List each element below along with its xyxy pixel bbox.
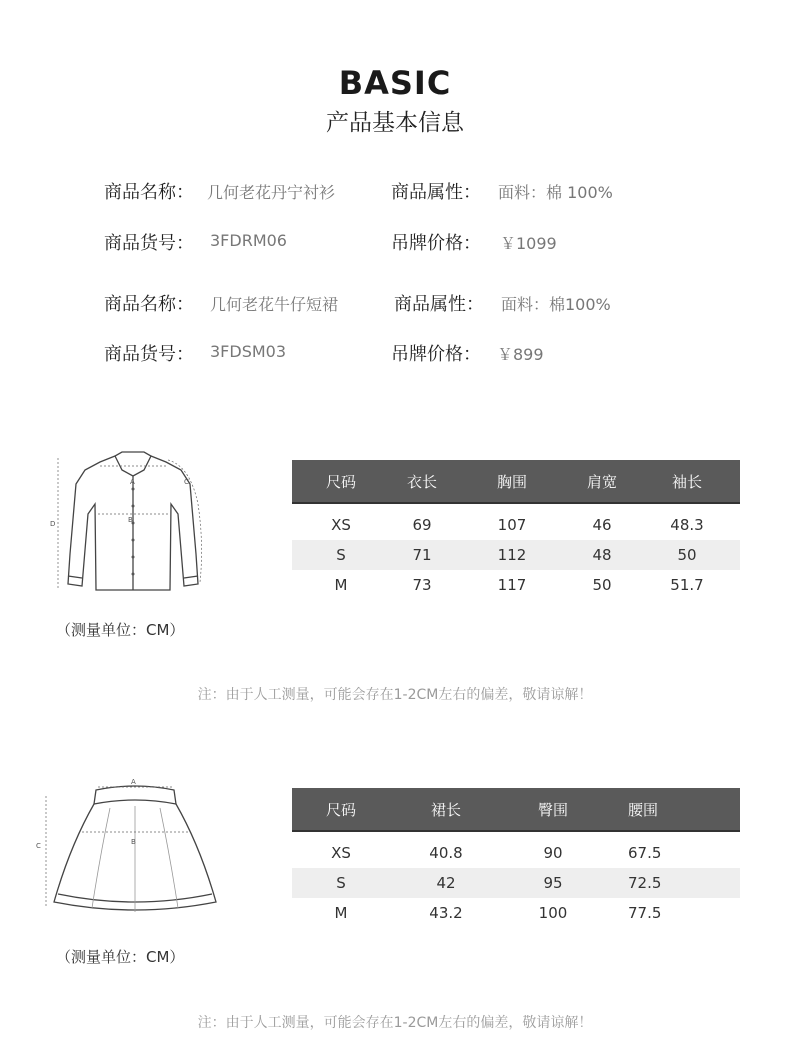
shirt-header-shoulder: 肩宽 bbox=[570, 460, 634, 503]
table-cell: 50 bbox=[634, 540, 740, 570]
shirt-measurement-note: 注：由于人工测量，可能会存在1-2CM左右的偏差，敬请谅解！ bbox=[197, 687, 593, 703]
product-1-sku-label: 商品货号： bbox=[104, 233, 194, 254]
table-cell: 46 bbox=[592, 516, 612, 534]
product-2-name-value: 几何老花牛仔短裙 bbox=[210, 295, 339, 314]
skirt-label-c: C bbox=[36, 842, 41, 850]
table-cell: XS bbox=[331, 844, 351, 862]
table-cell: 77.5 bbox=[628, 904, 662, 922]
table-cell: 71 bbox=[390, 540, 454, 570]
shirt-header-sleeve: 袖长 bbox=[634, 460, 740, 503]
table-cell: 72.5 bbox=[604, 868, 740, 898]
skirt-table-header bbox=[292, 788, 740, 831]
table-cell: 48 bbox=[570, 540, 634, 570]
shirt-header-chest: 胸围 bbox=[454, 460, 570, 503]
skirt-size-table bbox=[292, 788, 740, 928]
table-cell: M bbox=[334, 576, 348, 594]
skirt-label-a: A bbox=[131, 778, 136, 786]
table-cell: 67.5 bbox=[628, 844, 662, 862]
shirt-header-size: 尺码 bbox=[292, 460, 390, 503]
shirt-size-table bbox=[292, 460, 740, 600]
table-cell: 73 bbox=[412, 576, 432, 594]
product-2-name-label: 商品名称： bbox=[104, 294, 194, 315]
table-cell: S bbox=[292, 540, 390, 570]
table-cell: 100 bbox=[538, 904, 568, 922]
table-cell: M bbox=[334, 904, 348, 922]
product-2-sku-value: 3FDSM03 bbox=[210, 342, 287, 361]
table-cell: 42 bbox=[390, 868, 502, 898]
table-cell: 43.2 bbox=[429, 904, 463, 922]
skirt-unit-label: （测量单位：CM） bbox=[56, 948, 185, 966]
shirt-unit-label: （测量单位：CM） bbox=[56, 621, 185, 639]
skirt-header-hip: 臀围 bbox=[502, 788, 604, 831]
table-row bbox=[292, 570, 740, 600]
skirt-outline bbox=[54, 786, 216, 912]
table-cell: 107 bbox=[497, 516, 527, 534]
shirt-header-length: 衣长 bbox=[390, 460, 454, 503]
shirt-label-c: C bbox=[184, 478, 189, 486]
shirt-outline bbox=[68, 452, 198, 590]
shirt-label-d: D bbox=[50, 520, 56, 528]
product-1-sku-value: 3FDRM06 bbox=[210, 231, 287, 250]
table-cell: 51.7 bbox=[670, 576, 704, 594]
skirt-dimension-lines bbox=[46, 787, 188, 908]
product-1-price-label: 吊牌价格： bbox=[391, 233, 481, 254]
product-2-attr-value: 面料：棉100% bbox=[501, 295, 611, 314]
skirt-label-b: B bbox=[131, 838, 136, 846]
skirt-measurement-diagram bbox=[30, 776, 220, 922]
product-2-price-value: ￥899 bbox=[497, 345, 544, 364]
table-cell: 48.3 bbox=[670, 516, 704, 534]
table-row bbox=[292, 540, 740, 570]
product-1-attr-label: 商品属性： bbox=[391, 182, 481, 203]
shirt-measurement-diagram bbox=[40, 444, 210, 594]
table-cell: 40.8 bbox=[429, 844, 463, 862]
product-2-price-label: 吊牌价格： bbox=[391, 344, 481, 365]
table-cell: 117 bbox=[497, 576, 527, 594]
shirt-label-b: B bbox=[128, 516, 133, 524]
table-cell: S bbox=[292, 868, 390, 898]
table-cell: XS bbox=[331, 516, 351, 534]
table-cell: 112 bbox=[454, 540, 570, 570]
shirt-label-a: A bbox=[130, 478, 135, 486]
table-row bbox=[292, 510, 740, 540]
product-1-attr-value: 面料：棉 100% bbox=[498, 183, 613, 202]
table-row bbox=[292, 868, 740, 898]
page-title: BASIC bbox=[338, 64, 452, 102]
table-cell: 69 bbox=[412, 516, 432, 534]
table-row bbox=[292, 898, 740, 928]
page-subtitle: 产品基本信息 bbox=[326, 110, 464, 136]
product-2-sku-label: 商品货号： bbox=[104, 344, 194, 365]
table-cell: 95 bbox=[502, 868, 604, 898]
skirt-header-length: 裙长 bbox=[390, 788, 502, 831]
shirt-table-header bbox=[292, 460, 740, 503]
skirt-measurement-note: 注：由于人工测量，可能会存在1-2CM左右的偏差，敬请谅解！ bbox=[197, 1015, 593, 1031]
product-1-name-label: 商品名称： bbox=[104, 182, 194, 203]
table-cell: 90 bbox=[543, 844, 563, 862]
product-1-price-value: ￥1099 bbox=[500, 234, 557, 253]
product-1-name-value: 几何老花丹宁衬衫 bbox=[207, 183, 336, 202]
skirt-header-size: 尺码 bbox=[292, 788, 390, 831]
table-cell: 50 bbox=[592, 576, 612, 594]
skirt-header-waist: 腰围 bbox=[604, 788, 740, 831]
table-row bbox=[292, 838, 740, 868]
product-2-attr-label: 商品属性： bbox=[394, 294, 484, 315]
